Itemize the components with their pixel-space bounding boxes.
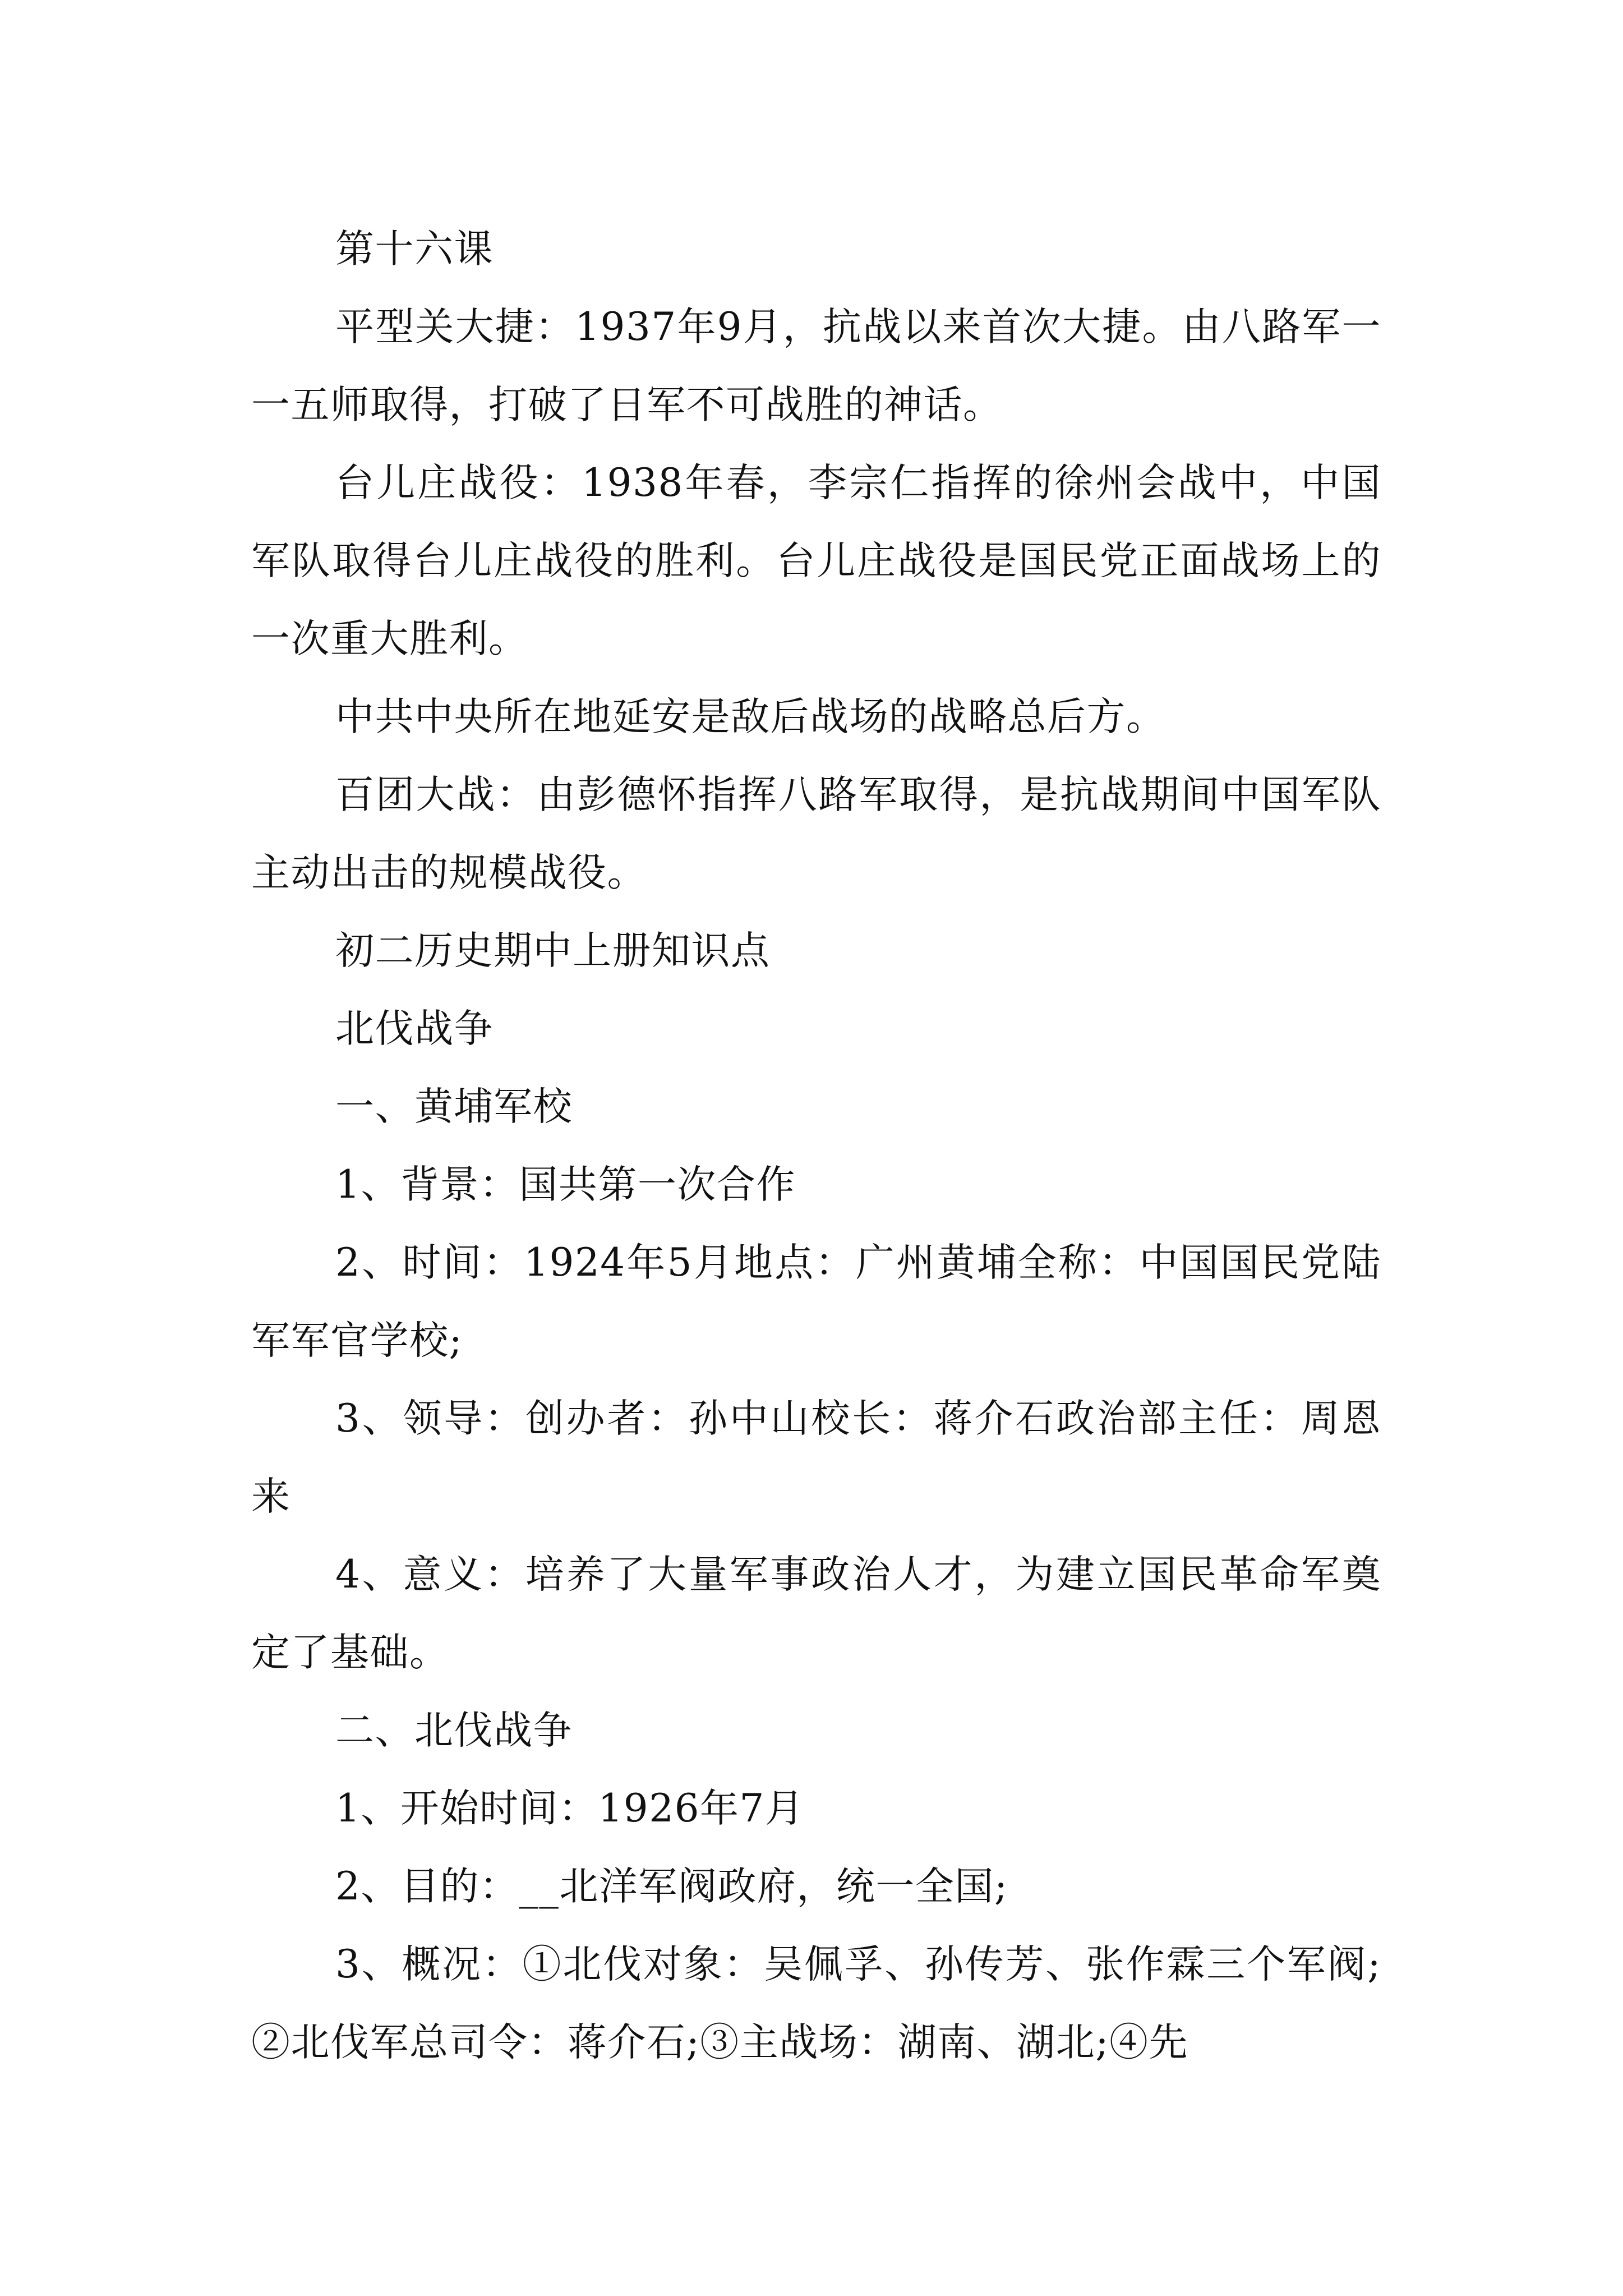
heading-whampoa: 一、黄埔军校 bbox=[335, 1084, 573, 1129]
paragraph-baituan: 百团大战：由彭德怀指挥八路军取得，是抗战期间中国军队主动出击的规模战役。 bbox=[251, 772, 1381, 895]
paragraph-yanan: 中共中央所在地延安是敌后战场的战略总后方。 bbox=[335, 694, 1166, 739]
document-body bbox=[251, 210, 1381, 2082]
list-item-significance: 4、意义：培养了大量军事政治人才，为建立国民革命军奠定了基础。 bbox=[251, 1552, 1381, 1675]
list-item-time-place: 2、时间：1924年5月地点：广州黄埔全称：中国国民党陆军军官学校; bbox=[251, 1240, 1381, 1363]
lesson-title: 第十六课 bbox=[335, 227, 494, 272]
heading-northern-expedition: 二、北伐战争 bbox=[335, 1708, 573, 1753]
topic-title-northern-expedition: 北伐战争 bbox=[335, 1006, 494, 1051]
list-item-start-time: 1、开始时间：1926年7月 bbox=[335, 1786, 805, 1831]
list-item-overview: 3、概况：①北伐对象：吴佩孚、孙传芳、张作霖三个军阀;②北伐军总司令：蒋介石;③主战场：湖南、湖北;④先 bbox=[251, 1942, 1381, 2065]
list-item-purpose: 2、目的：__北洋军阀政府，统一全国; bbox=[335, 1864, 1008, 1909]
list-item-leadership: 3、领导：创办者：孙中山校长：蒋介石政治部主任：周恩来 bbox=[251, 1396, 1381, 1519]
list-item-background: 1、背景：国共第一次合作 bbox=[335, 1162, 796, 1207]
section-title-knowledge-points: 初二历史期中上册知识点 bbox=[335, 928, 771, 973]
paragraph-taierzhuang: 台儿庄战役：1938年春，李宗仁指挥的徐州会战中，中国军队取得台儿庄战役的胜利。台儿庄战役是国民党正面战场上的一次重大胜利。 bbox=[251, 461, 1381, 661]
paragraph-pingxingguan: 平型关大捷：1937年9月，抗战以来首次大捷。由八路军一一五师取得，打破了日军不可战胜的神话。 bbox=[251, 305, 1381, 427]
